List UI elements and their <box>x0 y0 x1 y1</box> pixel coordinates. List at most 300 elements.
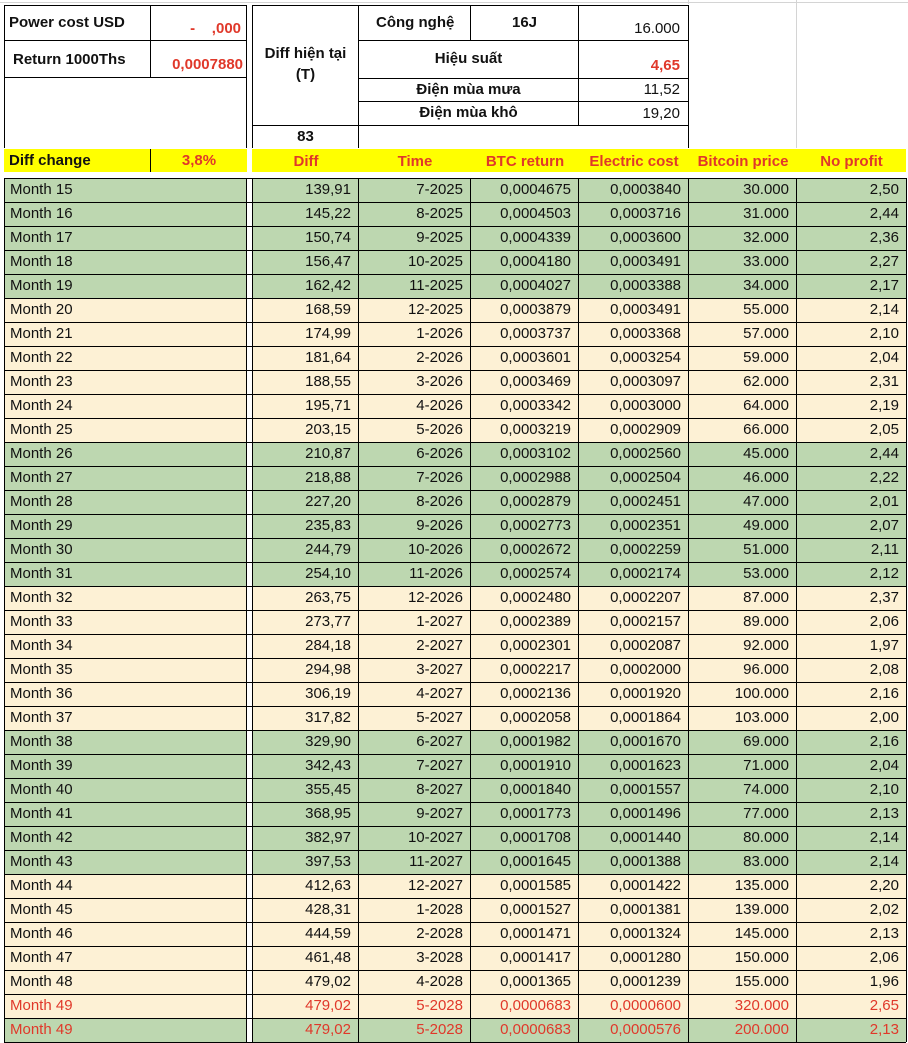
no-profit-cell[interactable]: 2,12 <box>869 565 899 582</box>
time-cell[interactable]: 1-2026 <box>416 325 463 342</box>
electric-cost-cell[interactable]: 0,0001864 <box>610 709 681 726</box>
btc-return-cell[interactable]: 0,0001840 <box>500 781 571 798</box>
btc-return-cell[interactable]: 0,0002879 <box>500 493 571 510</box>
no-profit-cell[interactable]: 2,10 <box>869 781 899 798</box>
electric-cost-cell[interactable]: 0,0001388 <box>610 853 681 870</box>
rain-season-label: Điện mùa mưa <box>416 81 521 98</box>
electric-cost-cell[interactable]: 0,0002451 <box>610 493 681 510</box>
btc-return-cell[interactable]: 0,0001417 <box>500 949 571 966</box>
btc-return-cell[interactable]: 0,0002988 <box>500 469 571 486</box>
btc-return-cell[interactable]: 0,0004180 <box>500 253 571 270</box>
electric-cost-cell[interactable]: 0,0002174 <box>610 565 681 582</box>
no-profit-cell[interactable]: 2,16 <box>869 733 899 750</box>
month-cell[interactable]: Month 45 <box>10 901 73 918</box>
bitcoin-price-cell[interactable]: 139.000 <box>734 901 789 918</box>
no-profit-cell[interactable]: 1,97 <box>869 637 899 654</box>
bitcoin-price-cell[interactable]: 320.000 <box>734 997 789 1014</box>
diff-now-label-line2: (T) <box>295 66 316 83</box>
diff-cell[interactable]: 168,59 <box>305 301 351 318</box>
bitcoin-price-cell[interactable]: 59.000 <box>743 349 789 366</box>
table-row <box>0 322 908 346</box>
bitcoin-price-cell[interactable]: 64.000 <box>743 397 789 414</box>
btc-return-cell[interactable]: 0,0002389 <box>500 613 571 630</box>
month-cell[interactable]: Month 20 <box>10 301 73 318</box>
bitcoin-price-cell[interactable]: 34.000 <box>743 277 789 294</box>
month-cell[interactable]: Month 46 <box>10 925 73 942</box>
bitcoin-price-cell[interactable]: 150.000 <box>734 949 789 966</box>
month-cell[interactable]: Month 21 <box>10 325 73 342</box>
no-profit-cell[interactable]: 2,14 <box>869 853 899 870</box>
no-profit-cell[interactable]: 2,06 <box>869 613 899 630</box>
electric-cost-cell[interactable]: 0,0003491 <box>610 253 681 270</box>
bitcoin-price-cell[interactable]: 96.000 <box>743 661 789 678</box>
electric-cost-cell[interactable]: 0,0002504 <box>610 469 681 486</box>
bitcoin-price-cell[interactable]: 57.000 <box>743 325 789 342</box>
month-cell[interactable]: Month 33 <box>10 613 73 630</box>
time-cell[interactable]: 5-2027 <box>416 709 463 726</box>
bitcoin-price-cell[interactable]: 80.000 <box>743 829 789 846</box>
table-row <box>0 730 908 754</box>
diff-cell[interactable]: 254,10 <box>305 565 351 582</box>
time-cell[interactable]: 2-2026 <box>416 349 463 366</box>
time-cell[interactable]: 9-2027 <box>416 805 463 822</box>
btc-return-cell[interactable]: 0,0001471 <box>500 925 571 942</box>
month-cell[interactable]: Month 15 <box>10 181 73 198</box>
btc-return-cell[interactable]: 0,0003102 <box>500 445 571 462</box>
month-cell[interactable]: Month 48 <box>10 973 73 990</box>
month-cell[interactable]: Month 18 <box>10 253 73 270</box>
table-row <box>0 562 908 586</box>
diff-cell[interactable]: 188,55 <box>305 373 351 390</box>
col-header-bitcoin-price[interactable]: Bitcoin price <box>697 153 789 170</box>
electric-cost-cell[interactable]: 0,0003388 <box>610 277 681 294</box>
month-cell[interactable]: Month 24 <box>10 397 73 414</box>
no-profit-cell[interactable]: 2,20 <box>869 877 899 894</box>
time-cell[interactable]: 11-2025 <box>409 277 463 294</box>
bitcoin-price-cell[interactable]: 103.000 <box>734 709 789 726</box>
month-cell[interactable]: Month 27 <box>10 469 73 486</box>
electric-cost-cell[interactable]: 0,0002259 <box>610 541 681 558</box>
bitcoin-price-cell[interactable]: 77.000 <box>743 805 789 822</box>
diff-cell[interactable]: 428,31 <box>305 901 351 918</box>
table-row <box>0 250 908 274</box>
month-cell[interactable]: Month 25 <box>10 421 73 438</box>
no-profit-cell[interactable]: 2,50 <box>869 181 899 198</box>
btc-return-cell[interactable]: 0,0001645 <box>500 853 571 870</box>
table-row <box>0 826 908 850</box>
bitcoin-price-cell[interactable]: 92.000 <box>743 637 789 654</box>
time-cell[interactable]: 6-2027 <box>416 733 463 750</box>
electric-cost-cell[interactable]: 0,0001670 <box>610 733 681 750</box>
time-cell[interactable]: 4-2027 <box>416 685 463 702</box>
diff-cell[interactable]: 368,95 <box>305 805 351 822</box>
btc-return-cell[interactable]: 0,0000683 <box>500 997 571 1014</box>
table-row <box>0 298 908 322</box>
electric-cost-cell[interactable]: 0,0002560 <box>610 445 681 462</box>
electric-cost-cell[interactable]: 0,0001496 <box>610 805 681 822</box>
time-cell[interactable]: 2-2028 <box>416 925 463 942</box>
month-cell[interactable]: Month 34 <box>10 637 73 654</box>
diff-cell[interactable]: 329,90 <box>305 733 351 750</box>
time-cell[interactable]: 8-2026 <box>416 493 463 510</box>
electric-cost-cell[interactable]: 0,0002207 <box>610 589 681 606</box>
time-cell[interactable]: 5-2028 <box>416 997 463 1014</box>
diff-cell[interactable]: 174,99 <box>305 325 351 342</box>
electric-cost-cell[interactable]: 0,0001280 <box>610 949 681 966</box>
time-cell[interactable]: 1-2027 <box>416 613 463 630</box>
table-row <box>0 274 908 298</box>
btc-return-cell[interactable]: 0,0001365 <box>500 973 571 990</box>
btc-return-cell[interactable]: 0,0001982 <box>500 733 571 750</box>
no-profit-cell[interactable]: 2,14 <box>869 829 899 846</box>
return-value[interactable]: 0,0007880 <box>172 56 243 73</box>
no-profit-cell[interactable]: 2,10 <box>869 325 899 342</box>
table-row <box>0 754 908 778</box>
table-row <box>0 850 908 874</box>
btc-return-cell[interactable]: 0,0003737 <box>500 325 571 342</box>
no-profit-cell[interactable]: 2,44 <box>869 445 899 462</box>
no-profit-cell[interactable]: 2,02 <box>869 901 899 918</box>
month-cell[interactable]: Month 38 <box>10 733 73 750</box>
diff-cell[interactable]: 139,91 <box>305 181 351 198</box>
efficiency-value[interactable]: 4,65 <box>650 57 680 74</box>
btc-return-cell[interactable]: 0,0002574 <box>500 565 571 582</box>
electric-cost-cell[interactable]: 0,0002157 <box>610 613 681 630</box>
electric-cost-cell[interactable]: 0,0001557 <box>610 781 681 798</box>
month-cell[interactable]: Month 32 <box>10 589 73 606</box>
no-profit-cell[interactable]: 2,16 <box>869 685 899 702</box>
btc-return-cell[interactable]: 0,0004503 <box>500 205 571 222</box>
month-cell[interactable]: Month 44 <box>10 877 73 894</box>
electric-cost-cell[interactable]: 0,0003097 <box>610 373 681 390</box>
table-row <box>0 370 908 394</box>
power-cost-label: Power cost USD <box>9 14 125 31</box>
electric-cost-cell[interactable]: 0,0002000 <box>610 661 681 678</box>
electric-cost-cell[interactable]: 0,0003716 <box>610 205 681 222</box>
no-profit-cell[interactable]: 2,13 <box>869 925 899 942</box>
efficiency-label: Hiệu suất <box>434 50 503 67</box>
time-cell[interactable]: 3-2027 <box>416 661 463 678</box>
diff-cell[interactable]: 145,22 <box>305 205 351 222</box>
time-cell[interactable]: 2-2027 <box>416 637 463 654</box>
no-profit-cell[interactable]: 2,37 <box>869 589 899 606</box>
diff-change-label: Diff change <box>9 152 91 169</box>
diff-cell[interactable]: 382,97 <box>305 829 351 846</box>
no-profit-cell[interactable]: 2,04 <box>869 349 899 366</box>
diff-cell[interactable]: 397,53 <box>305 853 351 870</box>
diff-cell[interactable]: 479,02 <box>305 1021 351 1038</box>
month-cell[interactable]: Month 29 <box>10 517 73 534</box>
bitcoin-price-cell[interactable]: 32.000 <box>743 229 789 246</box>
electric-cost-cell[interactable]: 0,0003600 <box>610 229 681 246</box>
month-cell[interactable]: Month 35 <box>10 661 73 678</box>
bitcoin-price-cell[interactable]: 45.000 <box>743 445 789 462</box>
table-row <box>0 994 908 1018</box>
no-profit-cell[interactable]: 2,65 <box>869 997 899 1014</box>
table-row <box>0 658 908 682</box>
table-row <box>0 898 908 922</box>
no-profit-cell[interactable]: 2,05 <box>869 421 899 438</box>
diff-cell[interactable]: 203,15 <box>305 421 351 438</box>
electric-cost-cell[interactable]: 0,0002087 <box>610 637 681 654</box>
btc-return-cell[interactable]: 0,0001708 <box>500 829 571 846</box>
col-header-btc-return[interactable]: BTC return <box>485 153 565 170</box>
no-profit-cell[interactable]: 2,11 <box>870 541 899 558</box>
time-cell[interactable]: 7-2026 <box>416 469 463 486</box>
dry-season-value[interactable]: 19,20 <box>642 105 680 122</box>
electric-cost-cell[interactable]: 0,0001422 <box>610 877 681 894</box>
time-cell[interactable]: 5-2028 <box>416 1021 463 1038</box>
no-profit-cell[interactable]: 2,36 <box>869 229 899 246</box>
bitcoin-price-cell[interactable]: 66.000 <box>743 421 789 438</box>
table-row <box>0 538 908 562</box>
time-cell[interactable]: 7-2027 <box>416 757 463 774</box>
table-row <box>0 466 908 490</box>
no-profit-cell[interactable]: 2,06 <box>869 949 899 966</box>
btc-return-cell[interactable]: 0,0003219 <box>500 421 571 438</box>
bitcoin-price-cell[interactable]: 51.000 <box>743 541 789 558</box>
bitcoin-price-cell[interactable]: 47.000 <box>743 493 789 510</box>
electric-cost-cell[interactable]: 0,0003000 <box>610 397 681 414</box>
time-cell[interactable]: 5-2026 <box>416 421 463 438</box>
no-profit-cell[interactable]: 2,04 <box>869 757 899 774</box>
electric-cost-cell[interactable]: 0,0003254 <box>610 349 681 366</box>
time-cell[interactable]: 7-2025 <box>416 181 463 198</box>
table-row <box>0 946 908 970</box>
month-cell[interactable]: Month 37 <box>10 709 73 726</box>
diff-cell[interactable]: 156,47 <box>305 253 351 270</box>
table-row <box>0 490 908 514</box>
table-row <box>0 178 908 202</box>
btc-return-cell[interactable]: 0,0004339 <box>500 229 571 246</box>
electric-cost-cell[interactable]: 0,0000576 <box>610 1021 681 1038</box>
electric-cost-cell[interactable]: 0,0001440 <box>610 829 681 846</box>
time-cell[interactable]: 12-2026 <box>407 589 463 606</box>
electric-cost-cell[interactable]: 0,0001920 <box>610 685 681 702</box>
table-row <box>0 586 908 610</box>
month-cell[interactable]: Month 28 <box>10 493 73 510</box>
no-profit-cell[interactable]: 1,96 <box>869 973 899 990</box>
month-cell[interactable]: Month 39 <box>10 757 73 774</box>
time-cell[interactable]: 4-2026 <box>416 397 463 414</box>
month-cell[interactable]: Month 31 <box>10 565 73 582</box>
no-profit-cell[interactable]: 2,27 <box>869 253 899 270</box>
no-profit-cell[interactable]: 2,01 <box>869 493 899 510</box>
time-cell[interactable]: 10-2027 <box>407 829 463 846</box>
no-profit-cell[interactable]: 2,00 <box>869 709 899 726</box>
bitcoin-price-cell[interactable]: 33.000 <box>743 253 789 270</box>
diff-cell[interactable]: 263,75 <box>305 589 351 606</box>
time-cell[interactable]: 10-2026 <box>407 541 463 558</box>
bitcoin-price-cell[interactable]: 74.000 <box>743 781 789 798</box>
diff-cell[interactable]: 342,43 <box>305 757 351 774</box>
diff-cell[interactable]: 461,48 <box>305 949 351 966</box>
diff-cell[interactable]: 294,98 <box>305 661 351 678</box>
bitcoin-price-cell[interactable]: 200.000 <box>734 1021 789 1038</box>
bitcoin-price-cell[interactable]: 53.000 <box>743 565 789 582</box>
bitcoin-price-cell[interactable]: 30.000 <box>743 181 789 198</box>
no-profit-cell[interactable]: 2,13 <box>869 1021 899 1038</box>
month-cell[interactable]: Month 17 <box>10 229 73 246</box>
bitcoin-price-cell[interactable]: 155.000 <box>734 973 789 990</box>
btc-return-cell[interactable]: 0,0004675 <box>500 181 571 198</box>
month-cell[interactable]: Month 26 <box>10 445 73 462</box>
diff-cell[interactable]: 162,42 <box>305 277 351 294</box>
no-profit-cell[interactable]: 2,31 <box>869 373 899 390</box>
diff-change-value[interactable]: 3,8% <box>181 152 217 169</box>
btc-return-cell[interactable]: 0,0003469 <box>500 373 571 390</box>
electric-cost-cell[interactable]: 0,0001381 <box>610 901 681 918</box>
btc-return-cell[interactable]: 0,0001773 <box>500 805 571 822</box>
btc-return-cell[interactable]: 0,0001585 <box>500 877 571 894</box>
diff-cell[interactable]: 479,02 <box>305 973 351 990</box>
month-cell[interactable]: Month 42 <box>10 829 73 846</box>
month-cell[interactable]: Month 36 <box>10 685 73 702</box>
month-cell[interactable]: Month 16 <box>10 205 73 222</box>
month-cell[interactable]: Month 22 <box>10 349 73 366</box>
diff-cell[interactable]: 355,45 <box>305 781 351 798</box>
bitcoin-price-cell[interactable]: 83.000 <box>743 853 789 870</box>
time-cell[interactable]: 8-2027 <box>416 781 463 798</box>
table-row <box>0 418 908 442</box>
diff-cell[interactable]: 306,19 <box>305 685 351 702</box>
diff-cell[interactable]: 317,82 <box>305 709 351 726</box>
btc-return-cell[interactable]: 0,0002773 <box>500 517 571 534</box>
diff-cell[interactable]: 227,20 <box>305 493 351 510</box>
diff-cell[interactable]: 273,77 <box>305 613 351 630</box>
bitcoin-price-cell[interactable]: 55.000 <box>743 301 789 318</box>
electric-cost-cell[interactable]: 0,0002909 <box>610 421 681 438</box>
table-row <box>0 394 908 418</box>
diff-cell[interactable]: 412,63 <box>305 877 351 894</box>
bitcoin-price-cell[interactable]: 87.000 <box>743 589 789 606</box>
col-header-no-profit[interactable]: No profit <box>820 153 883 170</box>
table-row <box>0 922 908 946</box>
month-cell[interactable]: Month 23 <box>10 373 73 390</box>
no-profit-cell[interactable]: 2,19 <box>869 397 899 414</box>
electric-cost-cell[interactable]: 0,0000600 <box>610 997 681 1014</box>
bitcoin-price-cell[interactable]: 100.000 <box>734 685 789 702</box>
month-cell[interactable]: Month 47 <box>10 949 73 966</box>
time-cell[interactable]: 12-2025 <box>407 301 463 318</box>
diff-cell[interactable]: 284,18 <box>305 637 351 654</box>
table-row <box>0 706 908 730</box>
electric-cost-cell[interactable]: 0,0001623 <box>610 757 681 774</box>
power-cost-value[interactable]: - ,000 <box>190 20 241 37</box>
time-cell[interactable]: 4-2028 <box>416 973 463 990</box>
diff-cell[interactable]: 150,74 <box>305 229 351 246</box>
table-row <box>0 874 908 898</box>
btc-return-cell[interactable]: 0,0003601 <box>500 349 571 366</box>
time-cell[interactable]: 11-2026 <box>409 565 463 582</box>
time-cell[interactable]: 12-2027 <box>407 877 463 894</box>
tech-value[interactable]: 16J <box>511 14 538 31</box>
diff-cell[interactable]: 479,02 <box>305 997 351 1014</box>
table-row <box>0 778 908 802</box>
diff-now-label-line1: Diff hiện tại <box>264 45 347 62</box>
electric-cost-cell[interactable]: 0,0002351 <box>610 517 681 534</box>
bitcoin-price-cell[interactable]: 145.000 <box>734 925 789 942</box>
btc-return-cell[interactable]: 0,0002058 <box>500 709 571 726</box>
btc-return-cell[interactable]: 0,0000683 <box>500 1021 571 1038</box>
col-header-time[interactable]: Time <box>397 153 433 170</box>
month-cell[interactable]: Month 49 <box>10 997 73 1014</box>
no-profit-cell[interactable]: 2,22 <box>869 469 899 486</box>
btc-return-cell[interactable]: 0,0002672 <box>500 541 571 558</box>
diff-cell[interactable]: 181,64 <box>305 349 351 366</box>
diff-cell[interactable]: 218,88 <box>305 469 351 486</box>
month-cell[interactable]: Month 19 <box>10 277 73 294</box>
time-cell[interactable]: 6-2026 <box>416 445 463 462</box>
electric-cost-cell[interactable]: 0,0003368 <box>610 325 681 342</box>
no-profit-cell[interactable]: 2,44 <box>869 205 899 222</box>
electric-cost-cell[interactable]: 0,0003491 <box>610 301 681 318</box>
btc-return-cell[interactable]: 0,0004027 <box>500 277 571 294</box>
btc-return-cell[interactable]: 0,0002136 <box>500 685 571 702</box>
time-cell[interactable]: 3-2026 <box>416 373 463 390</box>
btc-return-cell[interactable]: 0,0002301 <box>500 637 571 654</box>
bitcoin-price-cell[interactable]: 62.000 <box>743 373 789 390</box>
electric-cost-cell[interactable]: 0,0001239 <box>610 973 681 990</box>
month-cell[interactable]: Month 30 <box>10 541 73 558</box>
time-cell[interactable]: 10-2025 <box>407 253 463 270</box>
month-cell[interactable]: Month 41 <box>10 805 73 822</box>
bitcoin-price-cell[interactable]: 49.000 <box>743 517 789 534</box>
time-cell[interactable]: 3-2028 <box>416 949 463 966</box>
col-header-electric-cost[interactable]: Electric cost <box>589 153 679 170</box>
diff-cell[interactable]: 244,79 <box>305 541 351 558</box>
diff-cell[interactable]: 210,87 <box>305 445 351 462</box>
btc-return-cell[interactable]: 0,0001910 <box>500 757 571 774</box>
diff-cell[interactable]: 235,83 <box>305 517 351 534</box>
no-profit-cell[interactable]: 2,07 <box>869 517 899 534</box>
time-cell[interactable]: 11-2027 <box>409 853 463 870</box>
bitcoin-price-cell[interactable]: 69.000 <box>743 733 789 750</box>
rain-season-value[interactable]: 11,52 <box>643 81 680 98</box>
month-cell[interactable]: Month 40 <box>10 781 73 798</box>
bitcoin-price-cell[interactable]: 89.000 <box>743 613 789 630</box>
btc-return-cell[interactable]: 0,0003879 <box>500 301 571 318</box>
btc-return-cell[interactable]: 0,0001527 <box>500 901 571 918</box>
electric-cost-cell[interactable]: 0,0001324 <box>610 925 681 942</box>
btc-return-cell[interactable]: 0,0002217 <box>500 661 571 678</box>
no-profit-cell[interactable]: 2,14 <box>869 301 899 318</box>
diff-cell[interactable]: 444,59 <box>305 925 351 942</box>
col-header-diff[interactable]: Diff <box>293 153 319 170</box>
time-cell[interactable]: 9-2025 <box>416 229 463 246</box>
dry-season-label: Điện mùa khô <box>419 104 518 121</box>
time-cell[interactable]: 1-2028 <box>416 901 463 918</box>
diff-cell[interactable]: 195,71 <box>305 397 351 414</box>
bitcoin-price-cell[interactable]: 71.000 <box>743 757 789 774</box>
time-cell[interactable]: 8-2025 <box>416 205 463 222</box>
bitcoin-price-cell[interactable]: 46.000 <box>743 469 789 486</box>
no-profit-cell[interactable]: 2,13 <box>869 805 899 822</box>
btc-return-cell[interactable]: 0,0003342 <box>500 397 571 414</box>
no-profit-cell[interactable]: 2,17 <box>869 277 899 294</box>
month-cell[interactable]: Month 43 <box>10 853 73 870</box>
btc-return-cell[interactable]: 0,0002480 <box>500 589 571 606</box>
tech-number[interactable]: 16.000 <box>634 20 680 37</box>
diff-now-value[interactable]: 83 <box>297 128 314 145</box>
no-profit-cell[interactable]: 2,08 <box>869 661 899 678</box>
month-cell[interactable]: Month 49 <box>10 1021 73 1038</box>
table-row <box>0 346 908 370</box>
bitcoin-price-cell[interactable]: 31.000 <box>743 205 789 222</box>
electric-cost-cell[interactable]: 0,0003840 <box>610 181 681 198</box>
time-cell[interactable]: 9-2026 <box>416 517 463 534</box>
bitcoin-price-cell[interactable]: 135.000 <box>734 877 789 894</box>
